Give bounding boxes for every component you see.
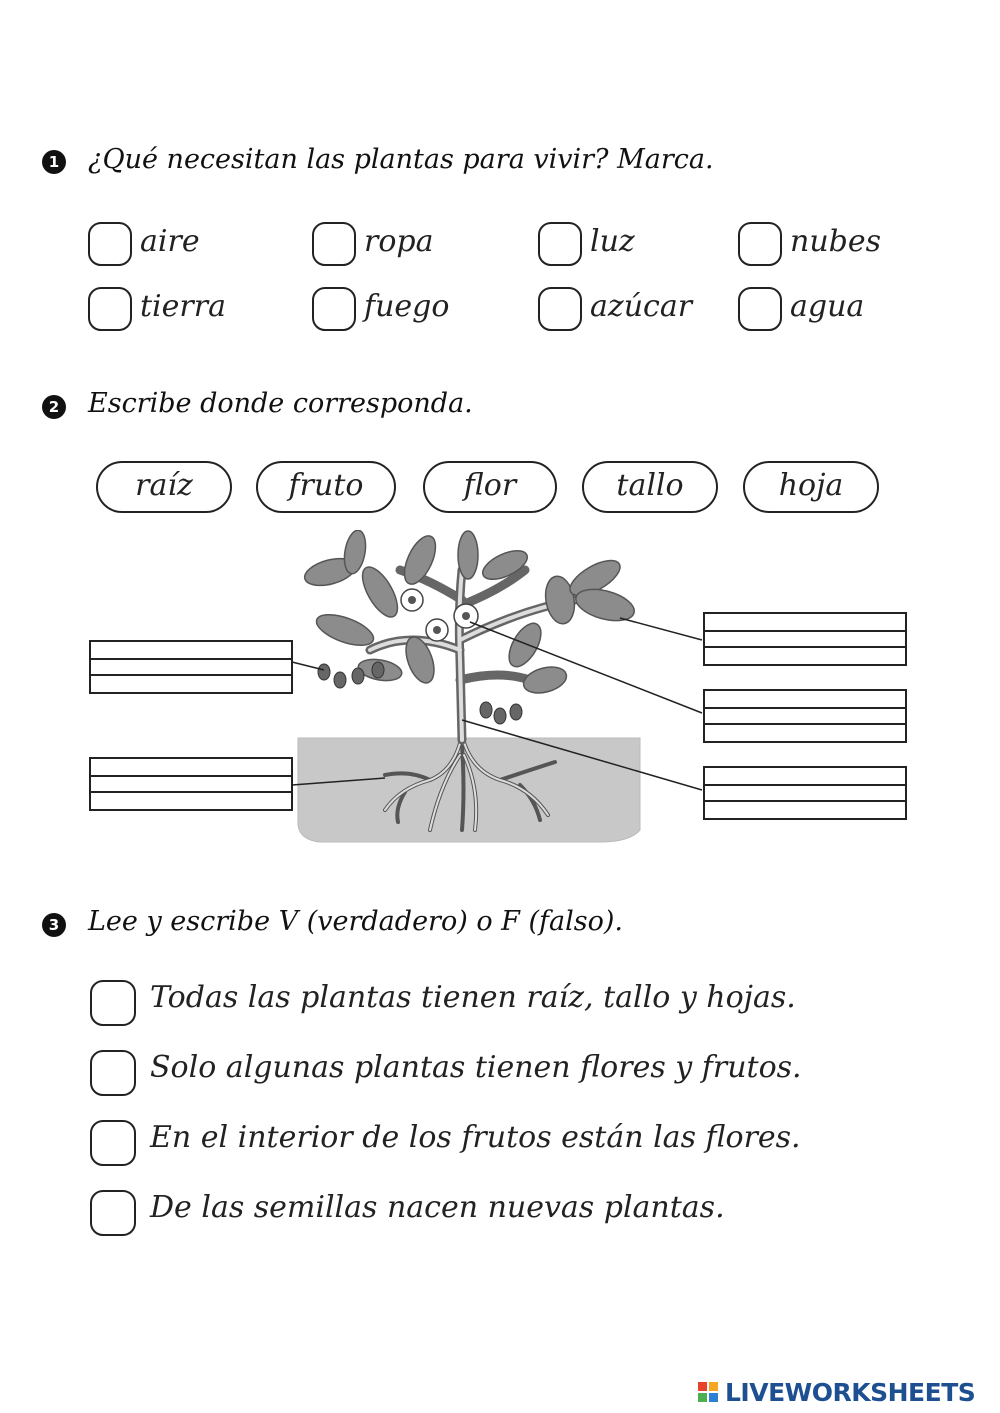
answer-field-flor[interactable] <box>703 689 907 743</box>
question-number-3: 3 <box>42 913 66 937</box>
statement-text: En el interior de los frutos están las flores. <box>150 1120 801 1155</box>
checkbox[interactable] <box>738 222 782 266</box>
question-number-1: 1 <box>42 150 66 174</box>
question-number-2: 2 <box>42 395 66 419</box>
answer-field-hoja[interactable] <box>703 612 907 666</box>
option-label: luz <box>590 224 635 259</box>
brand-name: LIVEWORKSHEETS <box>725 1378 976 1407</box>
answer-field-tallo[interactable] <box>703 766 907 820</box>
word-tile-fruto[interactable]: fruto <box>256 461 396 513</box>
word-tile-hoja[interactable]: hoja <box>743 461 879 513</box>
answer-field-raiz[interactable] <box>89 757 293 811</box>
checkbox[interactable] <box>538 222 582 266</box>
word-tile-raiz[interactable]: raíz <box>96 461 232 513</box>
statement-text: De las semillas nacen nuevas plantas. <box>150 1190 725 1225</box>
checkbox[interactable] <box>88 222 132 266</box>
option-label: tierra <box>140 289 226 324</box>
statement-text: Solo algunas plantas tienen flores y frutos. <box>150 1050 802 1085</box>
option-label: nubes <box>790 224 881 259</box>
logo-icon <box>698 1382 720 1404</box>
answer-box[interactable] <box>90 1190 136 1236</box>
checkbox[interactable] <box>312 222 356 266</box>
answer-field-fruto[interactable] <box>89 640 293 694</box>
word-tile-flor[interactable]: flor <box>423 461 557 513</box>
answer-box[interactable] <box>90 980 136 1026</box>
word-tile-tallo[interactable]: tallo <box>582 461 718 513</box>
option-label: agua <box>790 289 865 324</box>
checkbox[interactable] <box>738 287 782 331</box>
option-label: aire <box>140 224 200 259</box>
option-label: azúcar <box>590 289 693 324</box>
option-label: fuego <box>364 289 450 324</box>
option-label: ropa <box>364 224 434 259</box>
question-2-title: Escribe donde corresponda. <box>88 388 473 419</box>
checkbox[interactable] <box>538 287 582 331</box>
question-1-title: ¿Qué necesitan las plantas para vivir? Marca. <box>88 144 714 175</box>
checkbox[interactable] <box>88 287 132 331</box>
answer-box[interactable] <box>90 1050 136 1096</box>
question-3-title: Lee y escribe V (verdadero) o F (falso). <box>88 906 623 937</box>
statement-text: Todas las plantas tienen raíz, tallo y hojas. <box>150 980 796 1015</box>
checkbox[interactable] <box>312 287 356 331</box>
answer-box[interactable] <box>90 1120 136 1166</box>
